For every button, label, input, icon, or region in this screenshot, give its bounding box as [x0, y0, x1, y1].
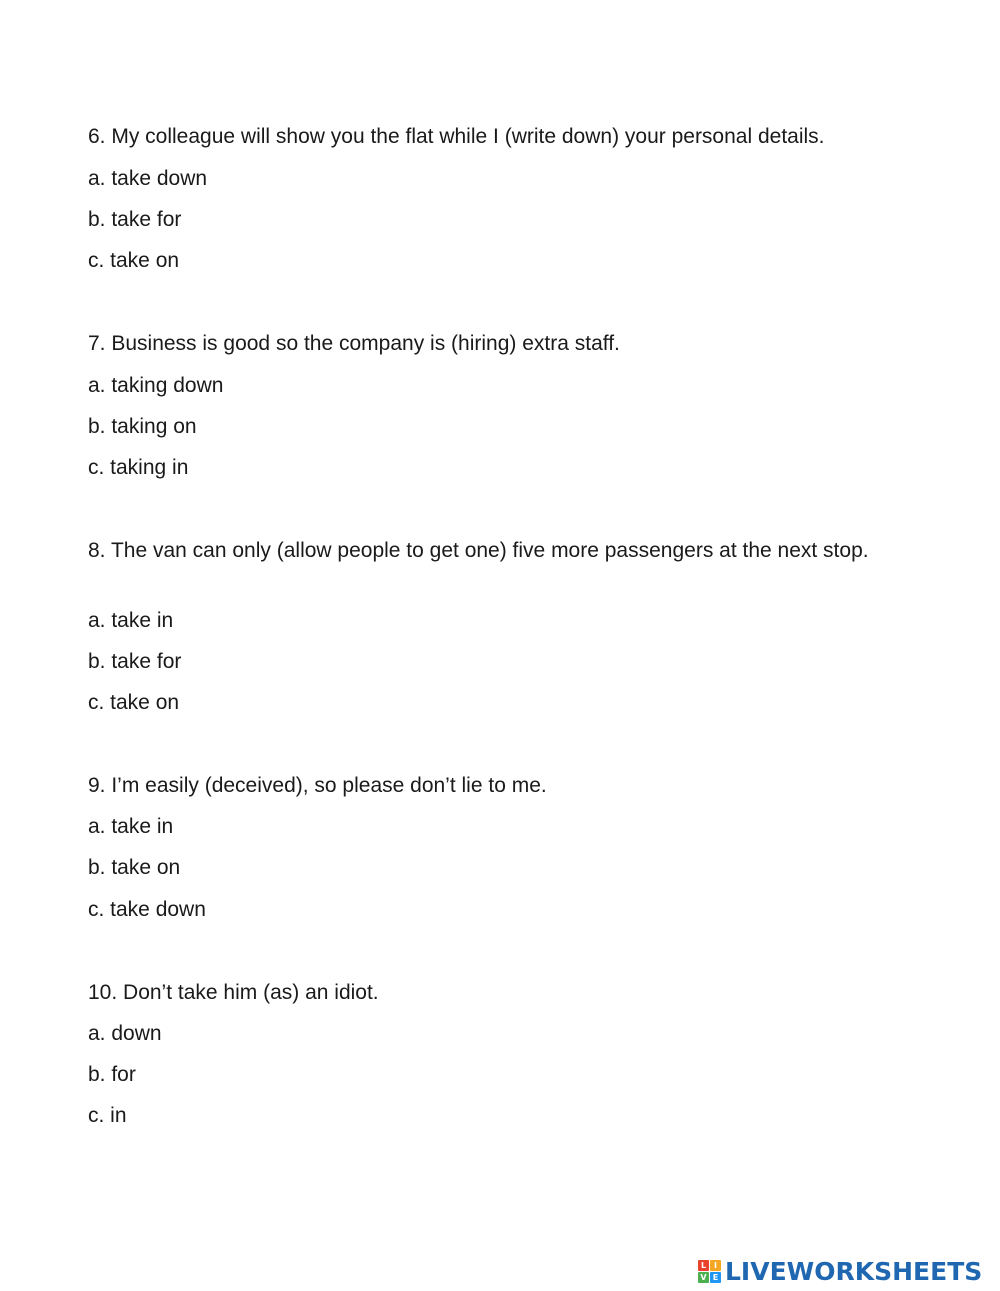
question-6-text: 6. My colleague will show you the flat while I (write down) your personal details. — [88, 125, 825, 148]
question-8-option-c[interactable]: c. take on — [88, 691, 180, 714]
question-7-option-c[interactable]: c. taking in — [88, 456, 189, 479]
question-9-option-c[interactable]: c. take down — [88, 898, 206, 921]
question-10-text: 10. Don’t take him (as) an idiot. — [88, 981, 379, 1004]
logo-mark-letter: V — [698, 1272, 709, 1283]
question-8-text: 8. The van can only (allow people to get one) five more passengers at the next stop. — [88, 539, 869, 562]
live-mark-icon — [698, 1260, 721, 1283]
logo-mark-letter: I — [710, 1260, 721, 1271]
question-8-option-a[interactable]: a. take in — [88, 609, 174, 632]
question-7-option-a[interactable]: a. taking down — [88, 374, 224, 397]
logo-mark-letter: E — [710, 1272, 721, 1283]
logo-mark-letter: L — [698, 1260, 709, 1271]
question-9-option-b[interactable]: b. take on — [88, 856, 181, 879]
question-8-option-b[interactable]: b. take for — [88, 650, 182, 673]
question-10-option-c[interactable]: c. in — [88, 1104, 127, 1127]
question-7-text: 7. Business is good so the company is (hiring) extra staff. — [88, 332, 620, 355]
question-10-option-b[interactable]: b. for — [88, 1063, 136, 1086]
question-6-option-c[interactable]: c. take on — [88, 249, 180, 272]
question-9-option-a[interactable]: a. take in — [88, 815, 174, 838]
question-7-option-b[interactable]: b. taking on — [88, 415, 197, 438]
question-6-option-a[interactable]: a. take down — [88, 167, 208, 190]
question-6-option-b[interactable]: b. take for — [88, 208, 182, 231]
liveworksheets-logo[interactable] — [698, 1255, 982, 1287]
question-9-text: 9. I’m easily (deceived), so please don’t lie to me. — [88, 774, 547, 797]
logo-text: LIVEWORKSHEETS — [725, 1256, 983, 1286]
question-10-option-a[interactable]: a. down — [88, 1022, 162, 1045]
